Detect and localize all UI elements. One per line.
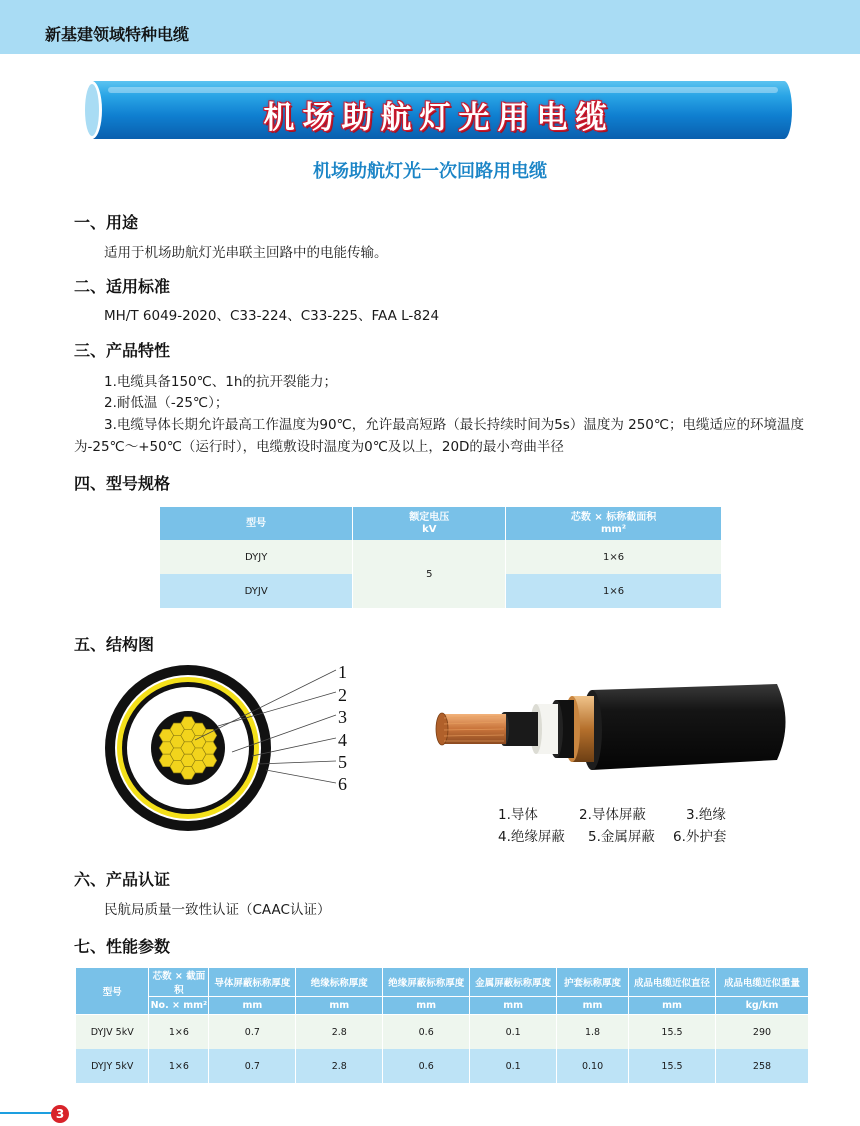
diagram-number-5: 5 [338, 752, 347, 772]
legend-item: 2.导体屏蔽 [579, 807, 646, 823]
perf-cell: 1.8 [557, 1015, 629, 1050]
perf-unit: kg/km [715, 997, 808, 1015]
perf-cell: 0.10 [557, 1049, 629, 1083]
perf-header: 护套标称厚度 [557, 968, 629, 997]
table-row [76, 1015, 809, 1050]
perf-header: 导体屏蔽标称厚度 [209, 968, 296, 997]
diagram-number-1: 1 [338, 662, 347, 682]
legend-row-1 [498, 803, 726, 823]
legend-row-2 [498, 825, 738, 845]
conductor-screen-shape [504, 712, 538, 746]
perf-cell: 0.6 [383, 1049, 470, 1083]
spec-header-voltage-unit: kV [422, 523, 437, 535]
perf-cell: 0.7 [209, 1015, 296, 1050]
perf-cell: 15.5 [629, 1049, 716, 1083]
perf-cell: 1×6 [149, 1049, 209, 1083]
spec-voltage: 5 [353, 540, 506, 608]
legend-item: 5.金属屏蔽 [588, 829, 655, 845]
spec-table [160, 507, 722, 608]
heading-performance: 七、性能参数 [74, 937, 171, 956]
perf-header: 绝缘标称厚度 [296, 968, 383, 997]
perf-cell: 0.6 [383, 1015, 470, 1050]
subtitle: 机场助航灯光一次回路用电缆 [313, 161, 547, 182]
diagram-number-3: 3 [338, 707, 347, 727]
perf-cell: 0.1 [470, 1049, 557, 1083]
perf-header: 芯数 × 截面积 [149, 968, 209, 997]
usage-text: 适用于机场助航灯光串联主回路中的电能传输。 [104, 245, 388, 261]
perf-cell: 1×6 [149, 1015, 209, 1050]
perf-cell: 0.7 [209, 1049, 296, 1083]
legend-item: 6.外护套 [673, 829, 727, 845]
spec-model: DYJV [160, 574, 353, 608]
perf-cell: 258 [715, 1049, 808, 1083]
legend-item: 1.导体 [498, 807, 538, 823]
feature-line-2: 2.耐低温（-25℃）； [104, 395, 229, 411]
title-banner [78, 79, 800, 141]
perf-unit: mm [296, 997, 383, 1015]
diagram-number-4: 4 [338, 730, 347, 750]
spec-header-voltage-label: 额定电压 [409, 511, 450, 523]
perf-unit: mm [629, 997, 716, 1015]
standards-text: MH/T 6049-2020、C33-224、C33-225、FAA L-824 [104, 308, 440, 324]
perf-header-model: 型号 [76, 968, 149, 1015]
legend-item: 3.绝缘 [686, 807, 726, 823]
legend-item: 4.绝缘屏蔽 [498, 829, 565, 845]
heading-usage: 一、用途 [74, 213, 139, 232]
feature-line-4: 为-25℃～+50℃（运行时），电缆敷设时温度为0℃及以上，20D的最小弯曲半径 [74, 439, 564, 455]
spec-header-model: 型号 [160, 507, 353, 540]
spec-header-voltage [353, 507, 506, 540]
perf-cell: DYJV 5kV [76, 1015, 149, 1050]
cable-illustration [432, 682, 802, 792]
feature-line-1: 1.电缆具备150℃、1h的抗开裂能力； [104, 374, 337, 390]
heading-models: 四、型号规格 [74, 474, 171, 493]
perf-header: 金属屏蔽标称厚度 [470, 968, 557, 997]
perf-cell: 15.5 [629, 1015, 716, 1050]
spec-header-cores-unit: mm² [600, 523, 627, 535]
brand-title: 新基建领域特种电缆 [45, 25, 190, 44]
top-bar [0, 0, 860, 54]
spec-model: DYJY [160, 540, 353, 574]
perf-unit: No. × mm² [149, 997, 209, 1015]
diagram-number-6: 6 [338, 774, 347, 794]
perf-header: 成品电缆近似重量 [715, 968, 808, 997]
banner-title: 机场助航灯光用电缆 [263, 100, 615, 136]
perf-cell: DYJY 5kV [76, 1049, 149, 1083]
heading-certification: 六、产品认证 [74, 870, 171, 889]
certification-text: 民航局质量一致性认证（CAAC认证） [104, 902, 331, 918]
outer-sheath-shape [592, 684, 786, 770]
diagram-number-2: 2 [338, 685, 347, 705]
perf-cell: 2.8 [296, 1015, 383, 1050]
spec-header-cores-label: 芯数 × 标称截面积 [570, 511, 657, 523]
table-row [76, 1049, 809, 1083]
feature-line-3: 3.电缆导体长期允许最高工作温度为90℃，允许最高短路（最长持续时间为5s）温度为 250℃；电缆适应的环境温度 [104, 417, 805, 433]
perf-unit: mm [470, 997, 557, 1015]
perf-cell: 2.8 [296, 1049, 383, 1083]
perf-unit: mm [557, 997, 629, 1015]
heading-standards: 二、适用标准 [74, 277, 171, 296]
cross-section-diagram [100, 660, 380, 836]
perf-unit: mm [383, 997, 470, 1015]
perf-cell: 290 [715, 1015, 808, 1050]
heading-features: 三、产品特性 [74, 341, 171, 360]
performance-table [76, 968, 809, 1083]
perf-cell: 0.1 [470, 1015, 557, 1050]
page-number: 3 [51, 1105, 69, 1123]
spec-cores: 1×6 [506, 574, 722, 608]
perf-header: 绝缘屏蔽标称厚度 [383, 968, 470, 997]
perf-header: 成品电缆近似直径 [629, 968, 716, 997]
spec-cores: 1×6 [506, 540, 722, 574]
heading-structure: 五、结构图 [74, 635, 155, 654]
table-row [160, 540, 722, 574]
perf-unit: mm [209, 997, 296, 1015]
spec-header-cores [506, 507, 722, 540]
